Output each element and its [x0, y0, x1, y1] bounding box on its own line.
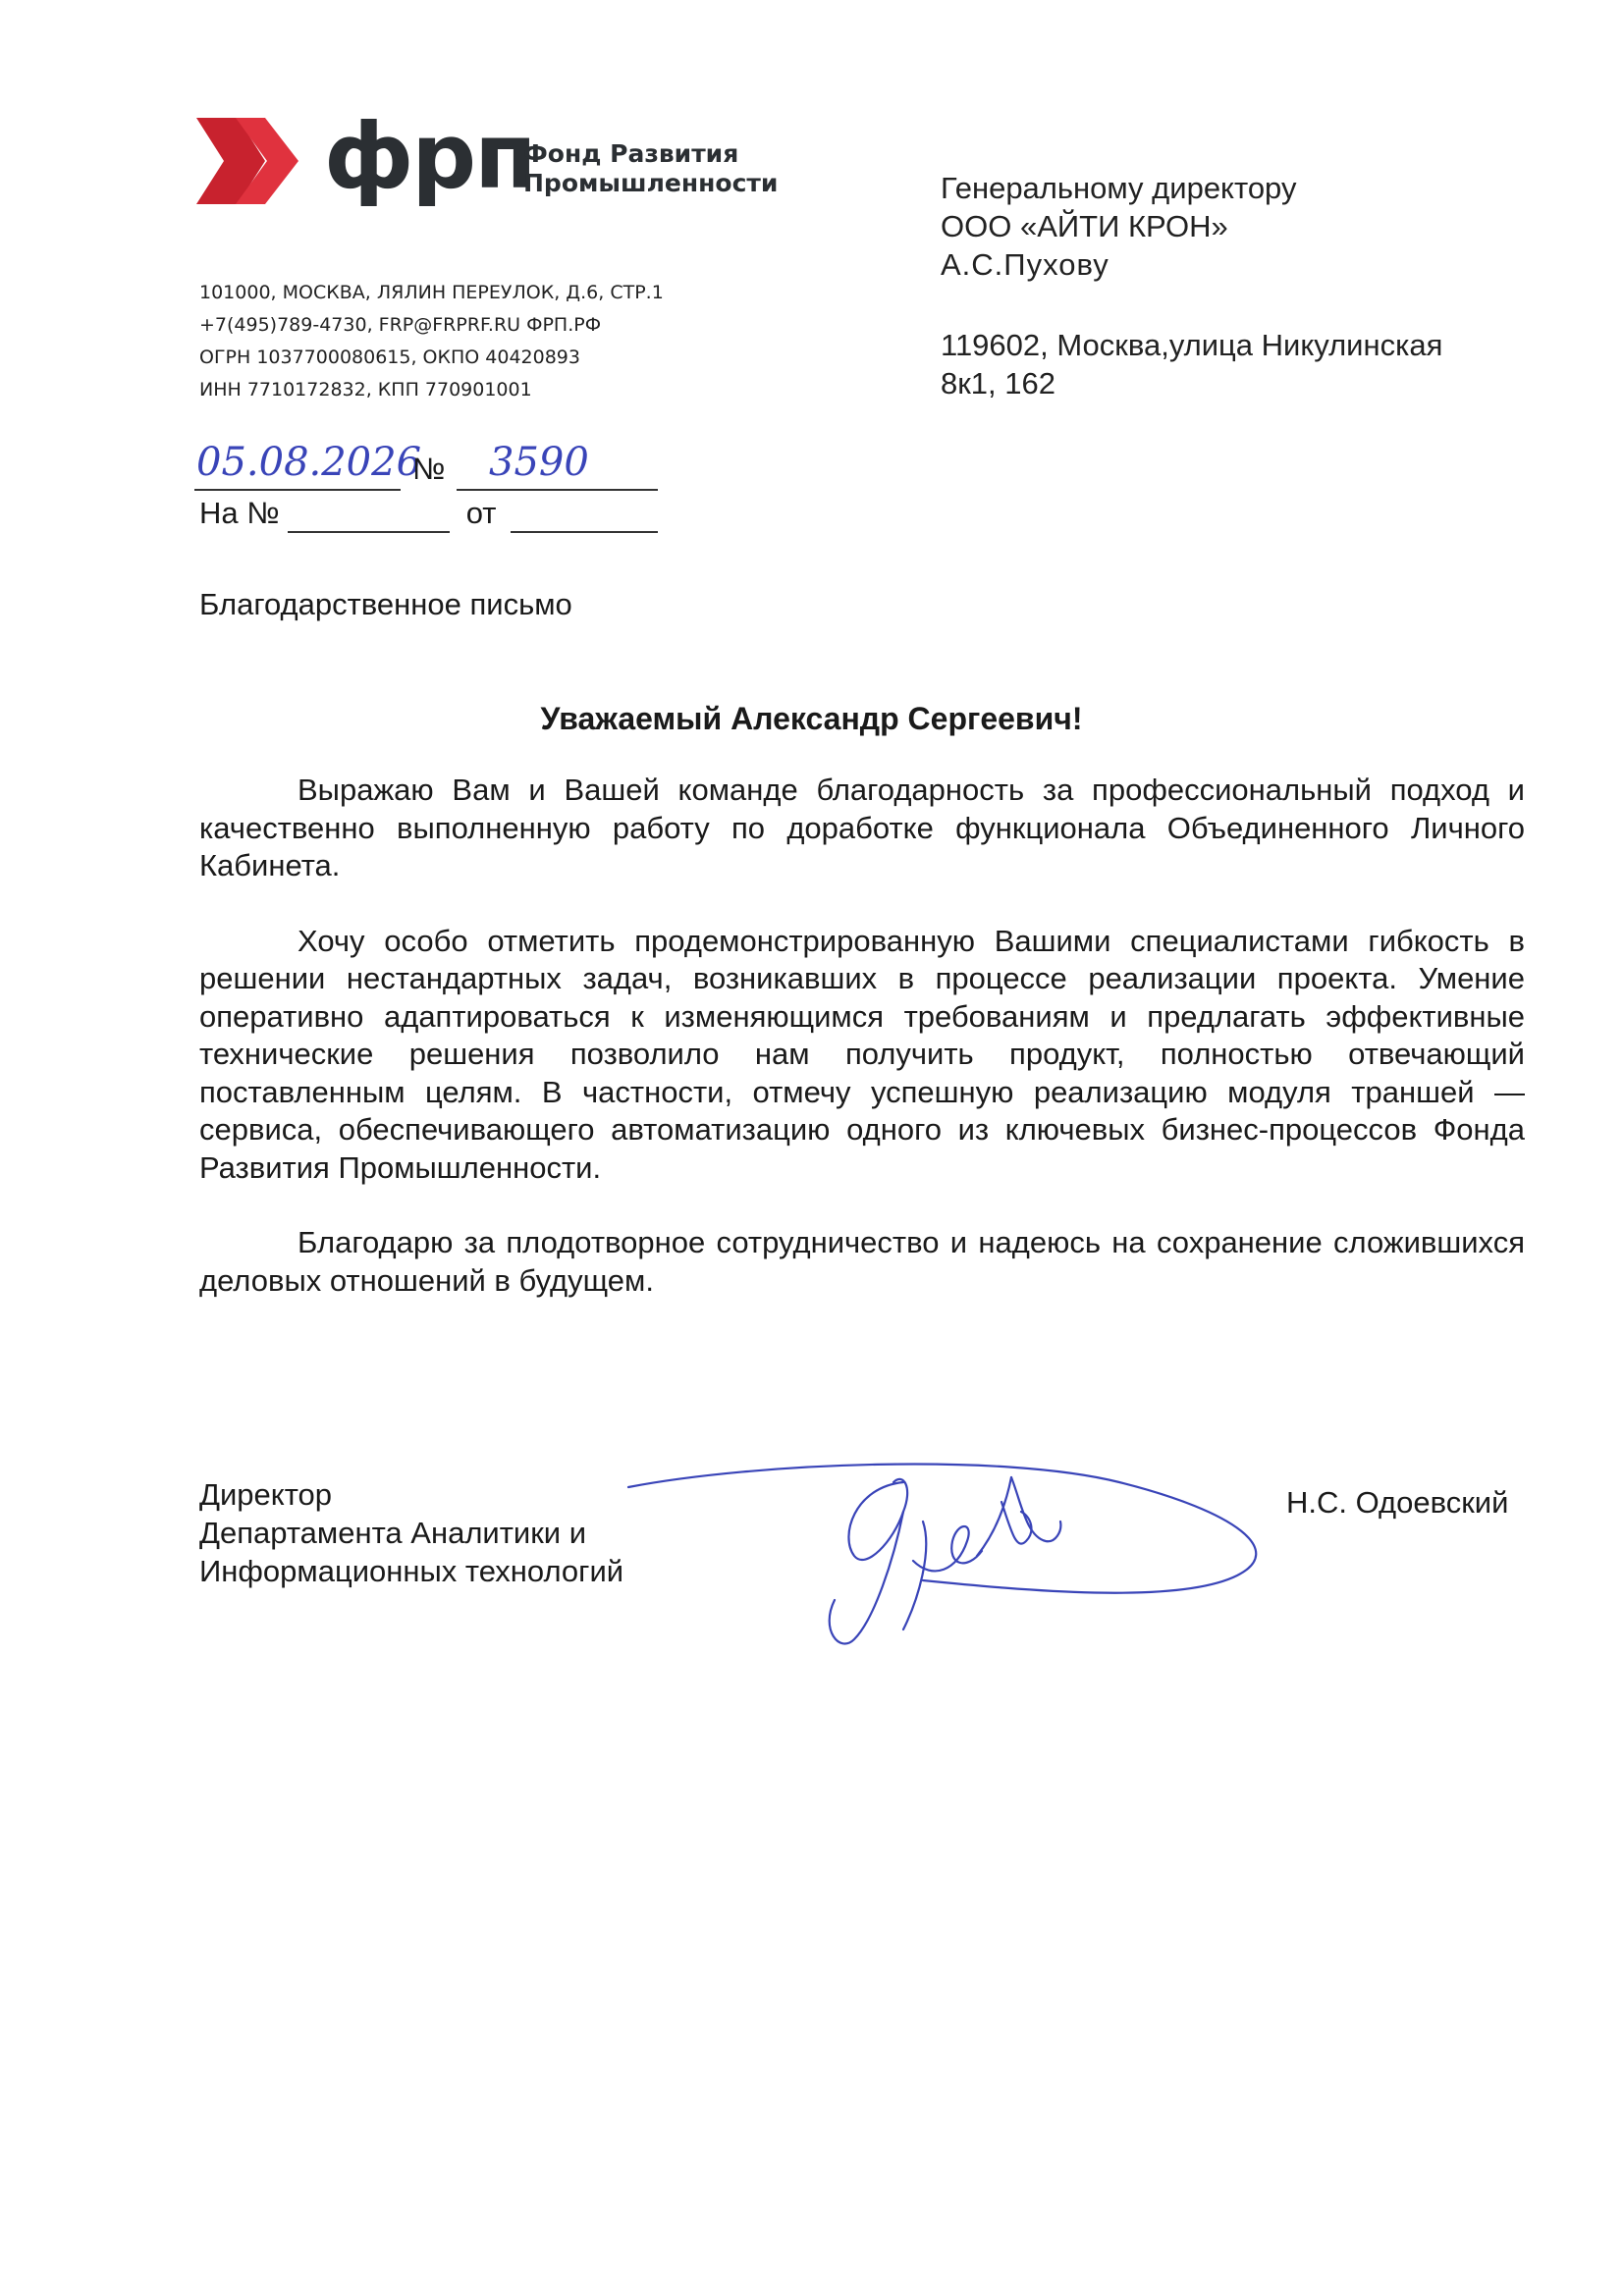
recipient-address — [941, 326, 1530, 402]
recipient-address-line1: 119602, Москва,улица Никулинская — [941, 328, 1443, 362]
recipient-block — [941, 169, 1296, 284]
sender-contacts-line: +7(495)789-4730, FRP@FRPRF.RU ФРП.РФ — [199, 314, 602, 336]
greeting: Уважаемый Александр Сергеевич! — [540, 701, 1083, 736]
body-paragraph: Благодарю за плодотворное сотрудничество и надеюсь на сохранение сложившихся деловых отношений в будущем. — [199, 1225, 1525, 1298]
letter-subject: Благодарственное письмо — [199, 587, 572, 621]
signatory-title-line1: Директор — [199, 1477, 333, 1512]
recipient-position: Генеральному директору — [941, 171, 1297, 205]
body-paragraph: Выражаю Вам и Вашей команде благодарность за профессиональный подход и качественно выполненную работу по доработке функционала Объединенного Личного Кабинета. — [199, 773, 1525, 882]
org-name-line1: Фонд Развития — [523, 139, 739, 168]
sender-details — [199, 277, 664, 406]
handwritten-number: 3590 — [489, 440, 589, 485]
signatory-title-line3: Информационных технологий — [199, 1554, 624, 1588]
handwritten-date: 05.08.2026 — [196, 440, 422, 485]
signatory-name: Н.С. Одоевский — [1286, 1485, 1509, 1520]
frp-logo-mark-icon — [196, 118, 304, 204]
sender-ogrn-line: ОГРН 1037700080615, ОКПО 40420893 — [199, 347, 580, 368]
ref-from-label: от — [465, 496, 497, 530]
org-name-line2: Промышленности — [523, 169, 779, 197]
ref-number-blank — [288, 502, 450, 533]
ref-number-label: На № — [199, 496, 280, 530]
body-paragraph: Хочу особо отметить продемонстрированную Вашими специалистами гибкость в решении нестандартных задач, возникавших в процессе реализации проекта. Умение оперативно адаптироваться к изменяющимся требованиям и предлагать эффективные технические решения позволило нам получить продукт, полностью отвечающий поставленным целям. В частности, отмечу успешную реализацию модуля траншей — сервиса, обеспечивающего автоматизацию одного из ключевых бизнес-процессов Фонда Развития Промышленности. — [199, 923, 1525, 1185]
recipient-company: ООО «АЙТИ КРОН» — [941, 209, 1228, 243]
org-name — [523, 139, 778, 198]
recipient-address-line2: 8к1, 162 — [941, 366, 1055, 400]
handwritten-signature — [609, 1443, 1296, 1698]
logo-wordmark: фрп — [324, 104, 535, 209]
signatory-title — [199, 1475, 623, 1590]
number-sign: № — [412, 452, 446, 486]
ref-date-blank — [511, 502, 658, 533]
recipient-name: А.С.Пухову — [941, 247, 1109, 282]
letter-body — [199, 772, 1525, 1337]
signatory-title-line2: Департамента Аналитики и — [199, 1516, 587, 1550]
outgoing-registration — [194, 440, 666, 493]
incoming-reference — [199, 494, 658, 533]
sender-inn-line: ИНН 7710172832, КПП 770901001 — [199, 379, 532, 400]
sender-address-line: 101000, МОСКВА, ЛЯЛИН ПЕРЕУЛОК, Д.6, СТР.1 — [199, 282, 664, 303]
